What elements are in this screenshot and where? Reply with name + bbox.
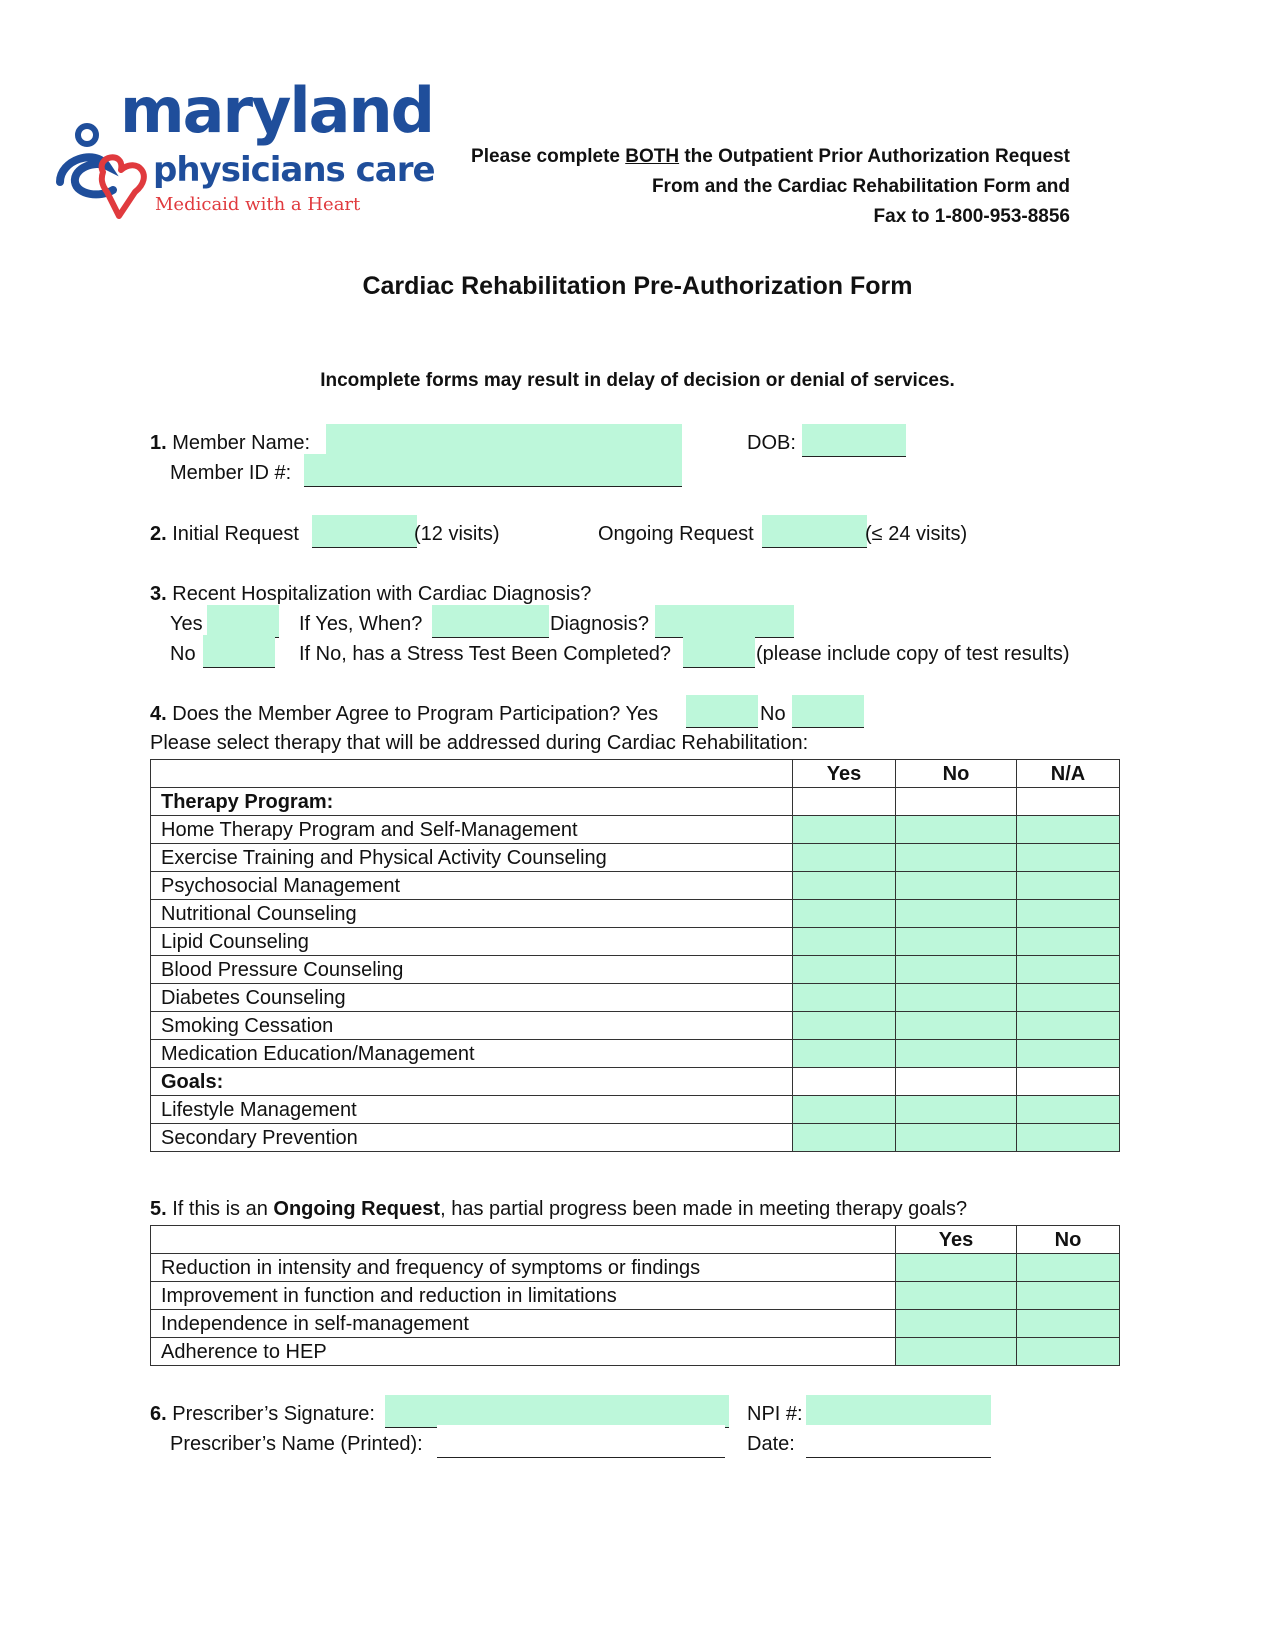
therapy-row [151,1040,1120,1068]
therapy-checkbox-na[interactable] [1017,1096,1120,1124]
therapy-instruction: Please select therapy that will be addressed during Cardiac Rehabilitation: [150,732,809,754]
participation-question: 4. Does the Member Agree to Program Participation? Yes [150,703,659,725]
logo-wordmark-line1: maryland [120,74,434,147]
test-results-note: (please include copy of test results) [756,643,1070,665]
therapy-checkbox-na[interactable] [1017,928,1120,956]
progress-question: 5. If this is an Ongoing Request, has partial progress been made in meeting therapy goals? [150,1198,968,1220]
participation-no-label: No [760,703,786,725]
stress-test-field[interactable] [683,635,755,668]
hospitalization-no-label: No [170,643,196,665]
progress-row [151,1282,1120,1310]
printed-name-label: Prescriber’s Name (Printed): [170,1433,423,1455]
therapy-blank-cell [896,788,1017,816]
signature-field[interactable] [385,1395,729,1428]
therapy-row [151,872,1120,900]
progress-header-yes: Yes [896,1226,1017,1254]
therapy-header-no: No [896,760,1017,788]
therapy-blank-cell [793,1068,896,1096]
progress-table-header-row [151,1226,1120,1254]
therapy-checkbox-yes[interactable] [793,928,896,956]
therapy-checkbox-no[interactable] [896,984,1017,1012]
therapy-row-label: Blood Pressure Counseling [151,956,793,984]
therapy-section-row [151,1068,1120,1096]
member-name-label: 1. Member Name: [150,432,311,454]
therapy-row [151,816,1120,844]
therapy-row-label: Exercise Training and Physical Activity Counseling [151,844,793,872]
progress-checkbox-no[interactable] [1017,1338,1120,1366]
dob-field[interactable] [802,424,906,457]
progress-header-no: No [1017,1226,1120,1254]
therapy-checkbox-na[interactable] [1017,1040,1120,1068]
header-line1: Please complete BOTH the Outpatient Prior Authorization Request [471,146,1070,167]
progress-checkbox-yes[interactable] [896,1254,1017,1282]
signature-label: 6. Prescriber’s Signature: [150,1403,375,1425]
therapy-table-header-row [151,760,1120,788]
therapy-checkbox-no[interactable] [896,1012,1017,1040]
therapy-checkbox-yes[interactable] [793,984,896,1012]
diagnosis-label: Diagnosis? [550,613,649,635]
therapy-checkbox-yes[interactable] [793,1040,896,1068]
therapy-checkbox-yes[interactable] [793,1124,896,1152]
progress-row-label: Independence in self-management [151,1310,896,1338]
progress-row [151,1338,1120,1366]
progress-row-label: Improvement in function and reduction in limitations [151,1282,896,1310]
progress-checkbox-no[interactable] [1017,1254,1120,1282]
therapy-row-label: Psychosocial Management [151,872,793,900]
date-field[interactable] [806,1425,991,1458]
progress-table [150,1225,1120,1366]
therapy-row-label: Lipid Counseling [151,928,793,956]
therapy-row-label: Medication Education/Management [151,1040,793,1068]
logo [55,74,445,230]
therapy-checkbox-yes[interactable] [793,1096,896,1124]
therapy-row [151,956,1120,984]
member-id-field[interactable] [304,454,682,487]
npi-label: NPI #: [747,1403,803,1425]
therapy-checkbox-no[interactable] [896,844,1017,872]
initial-request-note: (12 visits) [414,523,500,545]
therapy-checkbox-na[interactable] [1017,1124,1120,1152]
therapy-checkbox-no[interactable] [896,928,1017,956]
therapy-header-blank [151,760,793,788]
therapy-row [151,844,1120,872]
therapy-checkbox-yes[interactable] [793,872,896,900]
progress-row [151,1310,1120,1338]
progress-row-label: Adherence to HEP [151,1338,896,1366]
notice-text: Incomplete forms may result in delay of decision or denial of services. [320,370,955,391]
therapy-row [151,1096,1120,1124]
therapy-blank-cell [1017,1068,1120,1096]
ongoing-request-label: Ongoing Request [598,523,754,545]
therapy-checkbox-no[interactable] [896,872,1017,900]
date-label: Date: [747,1433,795,1455]
hospitalization-no-field[interactable] [203,635,275,668]
participation-no-field[interactable] [792,695,864,728]
header-instructions [471,142,1070,232]
therapy-section-heading: Therapy Program: [151,788,793,816]
header-fax-line: Fax to 1-800-953-8856 [873,206,1070,227]
initial-request-field[interactable] [312,515,417,548]
hospitalization-question: 3. Recent Hospitalization with Cardiac Diagnosis? [150,583,592,605]
therapy-blank-cell [793,788,896,816]
therapy-checkbox-no[interactable] [896,1096,1017,1124]
progress-checkbox-yes[interactable] [896,1282,1017,1310]
therapy-blank-cell [1017,788,1120,816]
therapy-checkbox-no[interactable] [896,956,1017,984]
progress-checkbox-no[interactable] [1017,1282,1120,1310]
therapy-row-label: Home Therapy Program and Self-Management [151,816,793,844]
header-emphasis: BOTH [625,146,680,167]
therapy-checkbox-no[interactable] [896,1124,1017,1152]
initial-request-label: 2. Initial Request [150,523,299,545]
progress-row [151,1254,1120,1282]
stress-test-label: If No, has a Stress Test Been Completed? [299,643,672,665]
therapy-checkbox-na[interactable] [1017,816,1120,844]
therapy-row-label: Lifestyle Management [151,1096,793,1124]
therapy-table [150,759,1120,1152]
dob-label: DOB: [747,432,796,454]
diagnosis-field[interactable] [655,605,794,638]
therapy-header-yes: Yes [793,760,896,788]
therapy-checkbox-yes[interactable] [793,816,896,844]
therapy-checkbox-na[interactable] [1017,956,1120,984]
therapy-checkbox-yes[interactable] [793,900,896,928]
therapy-row-label: Nutritional Counseling [151,900,793,928]
therapy-row [151,928,1120,956]
therapy-row-label: Diabetes Counseling [151,984,793,1012]
progress-header-blank [151,1226,896,1254]
therapy-checkbox-na[interactable] [1017,1012,1120,1040]
member-name-field[interactable] [326,424,682,457]
progress-checkbox-yes[interactable] [896,1310,1017,1338]
therapy-checkbox-yes[interactable] [793,1012,896,1040]
hospitalization-yes-field[interactable] [207,605,279,638]
therapy-blank-cell [896,1068,1017,1096]
logo-wordmark-line2: physicians care [153,150,435,190]
progress-checkbox-no[interactable] [1017,1310,1120,1338]
therapy-checkbox-yes[interactable] [793,844,896,872]
hospitalization-when-field[interactable] [432,605,549,638]
if-yes-when-label: If Yes, When? [299,613,423,635]
therapy-header-na: N/A [1017,760,1120,788]
therapy-checkbox-yes[interactable] [793,956,896,984]
therapy-section-heading: Goals: [151,1068,793,1096]
therapy-checkbox-no[interactable] [896,900,1017,928]
page-title: Cardiac Rehabilitation Pre-Authorization Form [362,272,913,300]
header-line2: From and the Cardiac Rehabilitation Form and [651,176,1070,197]
therapy-checkbox-no[interactable] [896,1040,1017,1068]
therapy-checkbox-na[interactable] [1017,984,1120,1012]
therapy-row [151,984,1120,1012]
therapy-row [151,1124,1120,1152]
therapy-row [151,900,1120,928]
ongoing-request-field[interactable] [762,515,867,548]
hospitalization-yes-label: Yes [170,613,203,635]
progress-checkbox-yes[interactable] [896,1338,1017,1366]
logo-tagline: Medicaid with a Heart [155,194,361,215]
therapy-checkbox-na[interactable] [1017,844,1120,872]
ongoing-request-note: (≤ 24 visits) [865,523,968,545]
therapy-row-label: Smoking Cessation [151,1012,793,1040]
progress-row-label: Reduction in intensity and frequency of symptoms or findings [151,1254,896,1282]
therapy-checkbox-na[interactable] [1017,900,1120,928]
printed-name-field[interactable] [437,1425,725,1458]
therapy-row [151,1012,1120,1040]
member-id-label: Member ID #: [170,462,292,484]
npi-field[interactable] [806,1395,991,1428]
therapy-checkbox-no[interactable] [896,816,1017,844]
therapy-section-row [151,788,1120,816]
participation-yes-field[interactable] [686,695,758,728]
therapy-row-label: Secondary Prevention [151,1124,793,1152]
therapy-checkbox-na[interactable] [1017,872,1120,900]
